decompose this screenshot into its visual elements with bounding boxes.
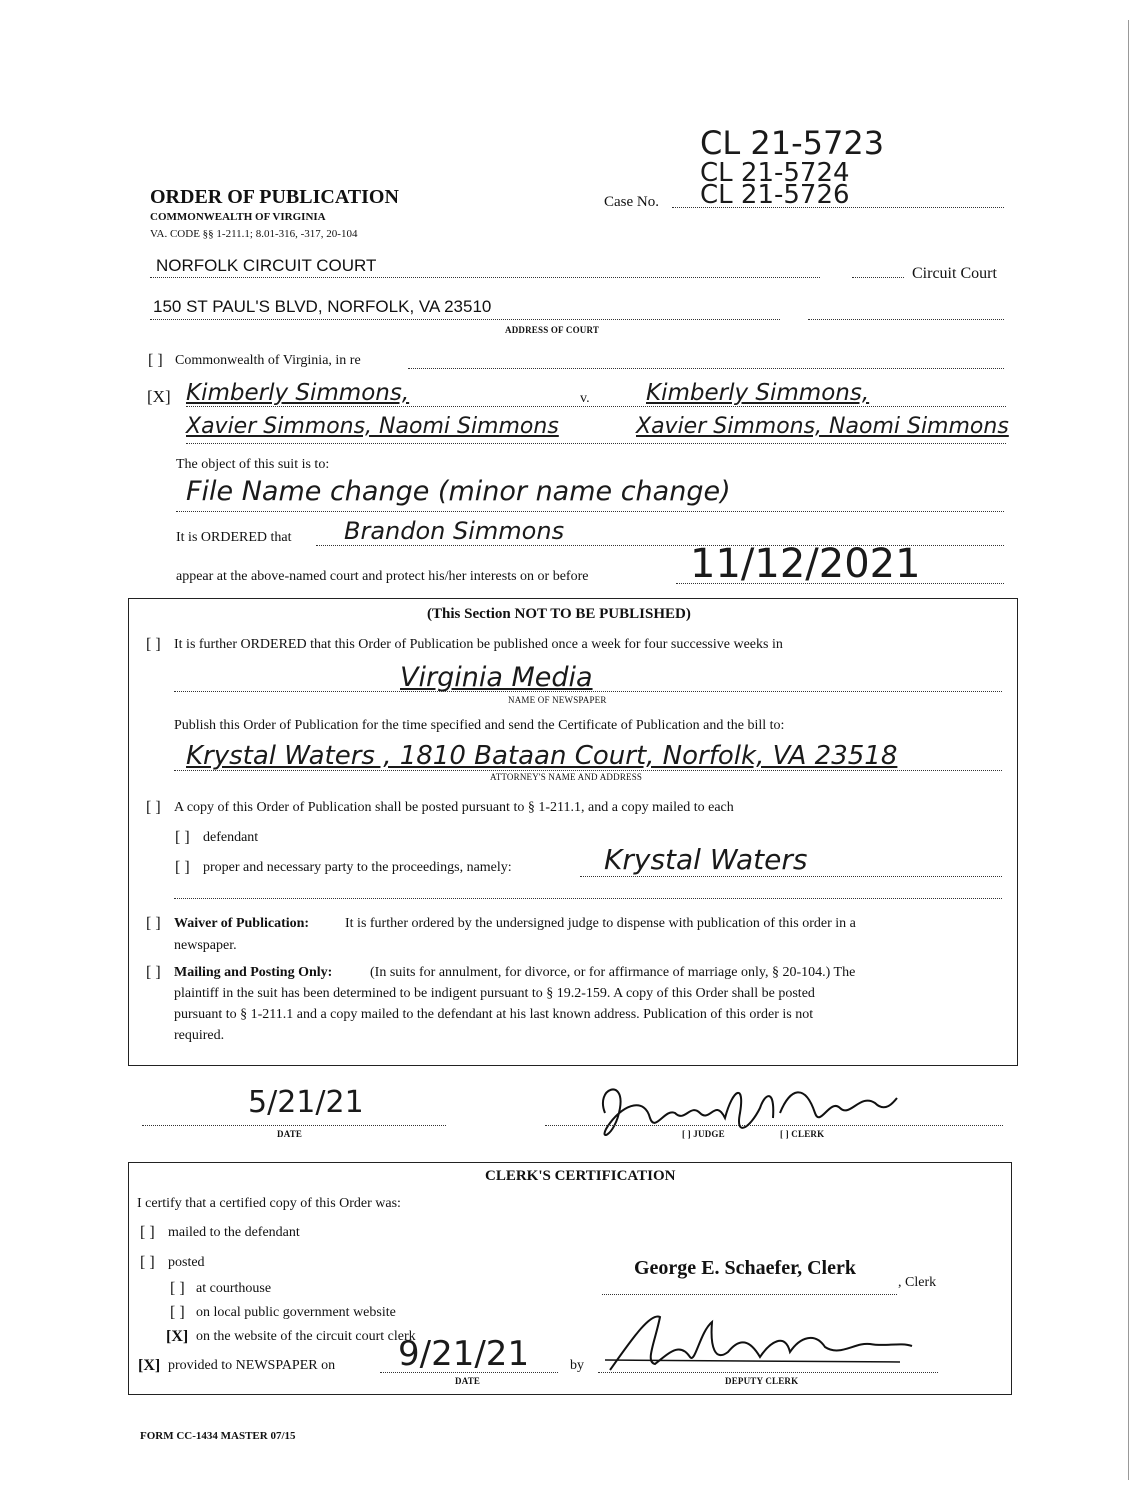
- clerk-website-label: on the website of the circuit court clerk: [196, 1329, 416, 1344]
- party-line-1: [186, 406, 1006, 407]
- attorney-caption: ATTORNEY'S NAME AND ADDRESS: [490, 772, 643, 782]
- waiver-text: It is further ordered by the undersigned judge to dispense with publication of this order in a: [345, 916, 856, 931]
- case-number-2: CL 21-5724: [700, 158, 850, 188]
- signature-date-line: [142, 1125, 446, 1126]
- waiver-title: Waiver of Publication:: [174, 916, 310, 931]
- statute-reference: VA. CODE §§ 1-211.1; 8.01-316, -317, 20-104: [150, 228, 358, 240]
- posted-checkbox[interactable]: [ ]: [140, 1254, 155, 1271]
- publish-weekly-text: It is further ORDERED that this Order of Publication be published once a week for four successive weeks in: [174, 637, 783, 652]
- newspaper-provided-label: provided to NEWSPAPER on: [168, 1358, 336, 1373]
- commonwealth-label: Commonwealth of Virginia, in re: [175, 353, 361, 368]
- mailed-checkbox[interactable]: [ ]: [140, 1224, 155, 1241]
- clerk-name-line: [602, 1294, 897, 1295]
- local-website-label: on local public government website: [196, 1305, 396, 1320]
- necessary-party-label: proper and necessary party to the proceedings, namely:: [203, 860, 512, 875]
- court-name-line: [150, 277, 820, 278]
- mailing-posting-text-3: pursuant to § 1-211.1 and a copy mailed to the defendant at his last known address. Publication of this order is not: [174, 1007, 814, 1022]
- appear-label: appear at the above-named court and protect his/her interests on or before: [176, 569, 589, 584]
- courthouse-label: at courthouse: [196, 1281, 272, 1296]
- court-suffix-line: [852, 277, 904, 278]
- judge-option[interactable]: [ ] JUDGE: [682, 1129, 725, 1139]
- waiver-checkbox[interactable]: [ ]: [146, 915, 161, 932]
- newspaper-date-line: [380, 1372, 558, 1373]
- form-identifier: FORM CC-1434 MASTER 07/15: [140, 1430, 296, 1442]
- plaintiff-line-1: Kimberly Simmons,: [186, 380, 410, 406]
- object-line: [176, 511, 1004, 512]
- deputy-clerk-caption: DEPUTY CLERK: [725, 1376, 799, 1386]
- newspaper-name: Virginia Media: [400, 662, 593, 693]
- copy-posted-text: A copy of this Order of Publication shall be posted pursuant to § 1-211.1, and a copy mailed to each: [174, 800, 734, 815]
- signature-date: 5/21/21: [248, 1085, 364, 1120]
- signature-date-caption: DATE: [277, 1129, 303, 1139]
- party-line-2: [186, 443, 1006, 444]
- appear-date: 11/12/2021: [690, 541, 921, 587]
- necessary-party-name: Krystal Waters: [604, 843, 808, 876]
- newspaper-provided-checkbox[interactable]: [X]: [138, 1357, 161, 1374]
- commonwealth-checkbox[interactable]: [ ]: [148, 352, 163, 369]
- copy-posted-checkbox[interactable]: [ ]: [146, 799, 161, 816]
- defendant-label: defendant: [203, 830, 259, 845]
- necessary-party-checkbox[interactable]: [ ]: [175, 859, 190, 876]
- court-address-caption: ADDRESS OF COURT: [505, 325, 600, 335]
- parties-checkbox[interactable]: [X]: [147, 387, 171, 406]
- clerk-certification-intro: I certify that a certified copy of this Order was:: [137, 1196, 401, 1211]
- defendant-line-1: Kimberly Simmons,: [646, 380, 870, 406]
- clerk-name: George E. Schaefer, Clerk: [634, 1257, 856, 1279]
- mailing-posting-text-2: plaintiff in the suit has been determined to be indigent pursuant to § 19.2-159. A copy of this Order shall be posted: [174, 986, 815, 1001]
- newspaper-line: [174, 691, 1002, 692]
- defendant-line-2: Xavier Simmons, Naomi Simmons: [636, 414, 1009, 439]
- newspaper-date-caption: DATE: [455, 1376, 481, 1386]
- court-address: 150 ST PAUL'S BLVD, NORFOLK, VA 23510: [153, 297, 492, 316]
- necessary-party-line-2: [174, 898, 1002, 899]
- court-address-line: [150, 319, 780, 320]
- not-published-heading: (This Section NOT TO BE PUBLISHED): [427, 606, 691, 622]
- versus-label: v.: [580, 391, 590, 406]
- clerk-option[interactable]: [ ] CLERK: [780, 1129, 825, 1139]
- mailing-posting-text-1: (In suits for annulment, for divorce, or for affirmance of marriage only, § 20-104.) The: [370, 965, 856, 980]
- object-value: File Name change (minor name change): [186, 476, 731, 507]
- object-label: The object of this suit is to:: [176, 457, 330, 472]
- mailing-posting-text-4: required.: [174, 1028, 225, 1043]
- by-label: by: [570, 1358, 584, 1373]
- mailing-posting-title: Mailing and Posting Only:: [174, 965, 333, 980]
- attorney-line: [174, 770, 1002, 771]
- commonwealth-line: [408, 368, 1004, 369]
- attorney-name-address: Krystal Waters , 1810 Bataan Court, Norfolk, VA 23518: [186, 741, 898, 771]
- publish-bill-text: Publish this Order of Publication for the time specified and send the Certificate of Publication and the bill to:: [174, 718, 785, 733]
- court-address-line-2: [808, 319, 1004, 320]
- publish-weekly-checkbox[interactable]: [ ]: [146, 636, 161, 653]
- judge-signature: [575, 1068, 915, 1148]
- document-title: ORDER OF PUBLICATION: [150, 186, 399, 208]
- courthouse-checkbox[interactable]: [ ]: [170, 1280, 185, 1297]
- newspaper-caption: NAME OF NEWSPAPER: [508, 695, 607, 705]
- newspaper-provided-date: 9/21/21: [398, 1334, 530, 1374]
- local-website-checkbox[interactable]: [ ]: [170, 1304, 185, 1321]
- ordered-label: It is ORDERED that: [176, 530, 292, 545]
- case-number-1: CL 21-5723: [700, 124, 885, 162]
- case-number-3: CL 21-5726: [700, 180, 850, 210]
- court-suffix: Circuit Court: [912, 265, 997, 282]
- deputy-clerk-line: [598, 1372, 938, 1373]
- deputy-clerk-signature: [600, 1302, 920, 1382]
- clerk-suffix: , Clerk: [898, 1275, 937, 1290]
- clerk-certification-heading: CLERK'S CERTIFICATION: [485, 1168, 676, 1184]
- document-subtitle: COMMONWEALTH OF VIRGINIA: [150, 211, 326, 223]
- posted-label: posted: [168, 1255, 205, 1270]
- necessary-party-line: [580, 876, 1002, 877]
- waiver-text-2: newspaper.: [174, 938, 237, 953]
- clerk-website-checkbox[interactable]: [X]: [166, 1328, 189, 1345]
- appear-date-line: [676, 583, 1004, 584]
- page-edge-line: [1128, 20, 1129, 1480]
- case-number-label: Case No.: [604, 194, 659, 210]
- mailed-label: mailed to the defendant: [168, 1225, 300, 1240]
- judge-signature-line: [545, 1125, 1003, 1126]
- mailing-posting-checkbox[interactable]: [ ]: [146, 964, 161, 981]
- defendant-checkbox[interactable]: [ ]: [175, 829, 190, 846]
- plaintiff-line-2: Xavier Simmons, Naomi Simmons: [186, 414, 559, 439]
- court-name: NORFOLK CIRCUIT COURT: [156, 256, 377, 275]
- ordered-value: Brandon Simmons: [344, 517, 565, 545]
